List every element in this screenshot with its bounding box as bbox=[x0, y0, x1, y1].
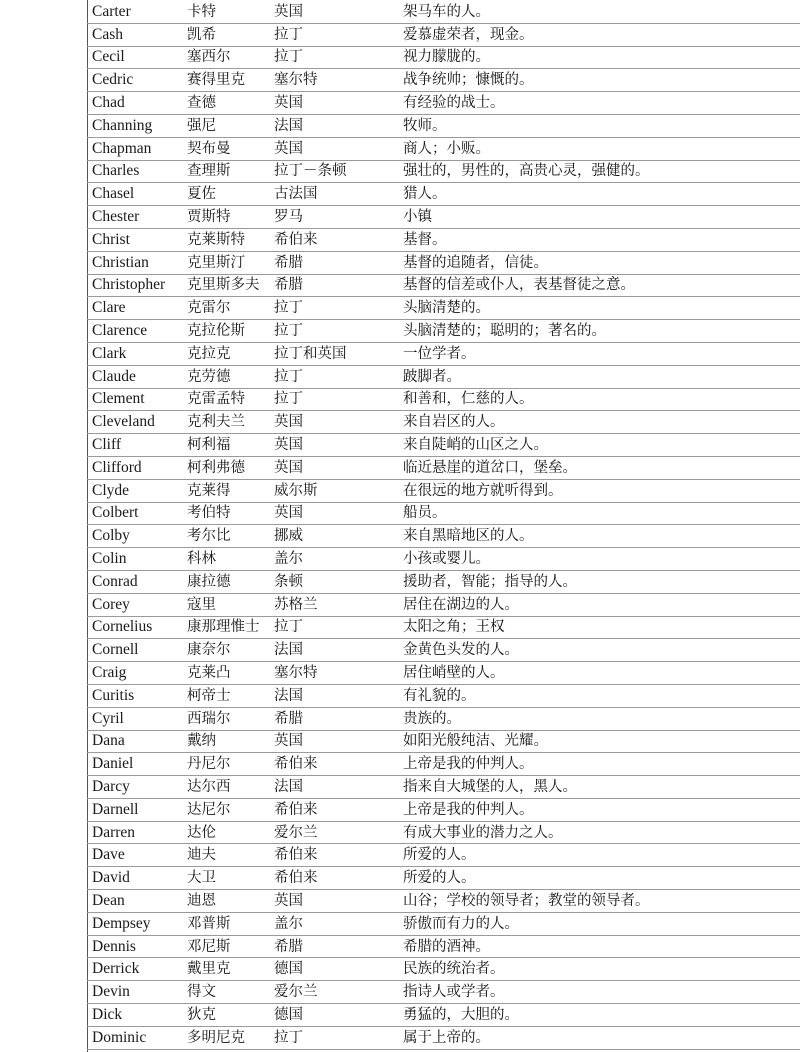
origin-cell: 塞尔特 bbox=[269, 69, 398, 92]
meaning-cell: 有成大事业的潜力之人。 bbox=[398, 821, 800, 844]
english-name-cell: David bbox=[87, 867, 182, 890]
origin-cell: 拉丁 bbox=[269, 46, 398, 69]
chinese-name-cell: 达尔西 bbox=[182, 776, 269, 799]
meaning-cell: 指诗人或学者。 bbox=[398, 981, 800, 1004]
meaning-cell: 居住在湖边的人。 bbox=[398, 593, 800, 616]
meaning-cell: 视力朦胧的。 bbox=[398, 46, 800, 69]
meaning-cell: 指来自大城堡的人，黑人。 bbox=[398, 776, 800, 799]
table-row bbox=[87, 342, 800, 365]
meaning-cell: 基督的信差或仆人，表基督徒之意。 bbox=[398, 274, 800, 297]
table-row bbox=[87, 662, 800, 685]
chinese-name-cell: 克拉伦斯 bbox=[182, 320, 269, 343]
origin-cell: 塞尔特 bbox=[269, 662, 398, 685]
chinese-name-cell: 克劳德 bbox=[182, 365, 269, 388]
chinese-name-cell: 契布曼 bbox=[182, 137, 269, 160]
table-row bbox=[87, 798, 800, 821]
chinese-name-cell: 强尼 bbox=[182, 114, 269, 137]
meaning-cell: 架马车的人。 bbox=[398, 1, 800, 23]
chinese-name-cell: 迪夫 bbox=[182, 844, 269, 867]
chinese-name-cell: 康那理惟士 bbox=[182, 616, 269, 639]
table-row bbox=[87, 821, 800, 844]
origin-cell: 苏格兰 bbox=[269, 593, 398, 616]
meaning-cell: 头脑清楚的。 bbox=[398, 297, 800, 320]
chinese-name-cell: 科林 bbox=[182, 548, 269, 571]
chinese-name-cell: 凯希 bbox=[182, 23, 269, 46]
english-name-cell: Claude bbox=[87, 365, 182, 388]
meaning-cell: 民族的统治者。 bbox=[398, 958, 800, 981]
name-table bbox=[87, 1, 800, 1050]
english-name-cell: Chester bbox=[87, 206, 182, 229]
origin-cell: 希伯来 bbox=[269, 228, 398, 251]
chinese-name-cell: 迪恩 bbox=[182, 890, 269, 913]
english-name-cell: Curitis bbox=[87, 684, 182, 707]
chinese-name-cell: 夏佐 bbox=[182, 183, 269, 206]
table-row bbox=[87, 890, 800, 913]
meaning-cell: 基督的追随者，信徒。 bbox=[398, 251, 800, 274]
table-row bbox=[87, 411, 800, 434]
english-name-cell: Colby bbox=[87, 525, 182, 548]
table-row bbox=[87, 912, 800, 935]
origin-cell: 英国 bbox=[269, 434, 398, 457]
table-row bbox=[87, 251, 800, 274]
meaning-cell: 小镇 bbox=[398, 206, 800, 229]
english-name-cell: Christ bbox=[87, 228, 182, 251]
chinese-name-cell: 丹尼尔 bbox=[182, 753, 269, 776]
table-row bbox=[87, 502, 800, 525]
meaning-cell: 山谷；学校的领导者；教堂的领导者。 bbox=[398, 890, 800, 913]
meaning-cell: 居住峭壁的人。 bbox=[398, 662, 800, 685]
origin-cell: 法国 bbox=[269, 684, 398, 707]
chinese-name-cell: 柯利弗德 bbox=[182, 456, 269, 479]
origin-cell: 拉丁 bbox=[269, 23, 398, 46]
meaning-cell: 来自黑暗地区的人。 bbox=[398, 525, 800, 548]
chinese-name-cell: 赛得里克 bbox=[182, 69, 269, 92]
chinese-name-cell: 柯利福 bbox=[182, 434, 269, 457]
chinese-name-cell: 克莱凸 bbox=[182, 662, 269, 685]
table-row bbox=[87, 548, 800, 571]
origin-cell: 拉丁 bbox=[269, 320, 398, 343]
table-row bbox=[87, 730, 800, 753]
origin-cell: 法国 bbox=[269, 114, 398, 137]
chinese-name-cell: 康奈尔 bbox=[182, 639, 269, 662]
chinese-name-cell: 克雷孟特 bbox=[182, 388, 269, 411]
chinese-name-cell: 克里斯多夫 bbox=[182, 274, 269, 297]
origin-cell: 法国 bbox=[269, 639, 398, 662]
chinese-name-cell: 查理斯 bbox=[182, 160, 269, 183]
chinese-name-cell: 考尔比 bbox=[182, 525, 269, 548]
chinese-name-cell: 克雷尔 bbox=[182, 297, 269, 320]
english-name-cell: Charles bbox=[87, 160, 182, 183]
meaning-cell: 爱慕虚荣者，现金。 bbox=[398, 23, 800, 46]
table-row bbox=[87, 867, 800, 890]
table-row bbox=[87, 707, 800, 730]
origin-cell: 英国 bbox=[269, 92, 398, 115]
table-row bbox=[87, 1004, 800, 1027]
english-name-cell: Christopher bbox=[87, 274, 182, 297]
meaning-cell: 临近悬崖的道岔口，堡垒。 bbox=[398, 456, 800, 479]
english-name-cell: Clare bbox=[87, 297, 182, 320]
meaning-cell: 骄傲而有力的人。 bbox=[398, 912, 800, 935]
origin-cell: 拉丁 bbox=[269, 616, 398, 639]
origin-cell: 希腊 bbox=[269, 707, 398, 730]
origin-cell: 德国 bbox=[269, 1004, 398, 1027]
table-row bbox=[87, 1026, 800, 1049]
meaning-cell: 战争统帅；慷慨的。 bbox=[398, 69, 800, 92]
chinese-name-cell: 考伯特 bbox=[182, 502, 269, 525]
table-row bbox=[87, 434, 800, 457]
english-name-cell: Darcy bbox=[87, 776, 182, 799]
chinese-name-cell: 查德 bbox=[182, 92, 269, 115]
english-name-cell: Chad bbox=[87, 92, 182, 115]
english-name-cell: Derrick bbox=[87, 958, 182, 981]
table-row bbox=[87, 570, 800, 593]
chinese-name-cell: 达伦 bbox=[182, 821, 269, 844]
table-row bbox=[87, 844, 800, 867]
english-name-cell: Cyril bbox=[87, 707, 182, 730]
meaning-cell: 牧师。 bbox=[398, 114, 800, 137]
english-name-cell: Dick bbox=[87, 1004, 182, 1027]
english-name-cell: Corey bbox=[87, 593, 182, 616]
origin-cell: 希腊 bbox=[269, 251, 398, 274]
table-row bbox=[87, 137, 800, 160]
english-name-cell: Clifford bbox=[87, 456, 182, 479]
chinese-name-cell: 柯帝士 bbox=[182, 684, 269, 707]
origin-cell: 拉丁和英国 bbox=[269, 342, 398, 365]
meaning-cell: 如阳光般纯洁、光耀。 bbox=[398, 730, 800, 753]
meaning-cell: 上帝是我的仲判人。 bbox=[398, 798, 800, 821]
origin-cell: 盖尔 bbox=[269, 912, 398, 935]
meaning-cell: 小孩或婴儿。 bbox=[398, 548, 800, 571]
english-name-cell: Dominic bbox=[87, 1026, 182, 1049]
origin-cell: 条顿 bbox=[269, 570, 398, 593]
chinese-name-cell: 贾斯特 bbox=[182, 206, 269, 229]
table-row bbox=[87, 365, 800, 388]
chinese-name-cell: 克利夫兰 bbox=[182, 411, 269, 434]
english-name-cell: Colin bbox=[87, 548, 182, 571]
meaning-cell: 有礼貌的。 bbox=[398, 684, 800, 707]
chinese-name-cell: 戴里克 bbox=[182, 958, 269, 981]
chinese-name-cell: 卡特 bbox=[182, 1, 269, 23]
meaning-cell: 猎人。 bbox=[398, 183, 800, 206]
english-name-cell: Conrad bbox=[87, 570, 182, 593]
table-row bbox=[87, 297, 800, 320]
english-name-cell: Cash bbox=[87, 23, 182, 46]
english-name-cell: Cedric bbox=[87, 69, 182, 92]
chinese-name-cell: 戴纳 bbox=[182, 730, 269, 753]
table-row bbox=[87, 456, 800, 479]
table-row bbox=[87, 228, 800, 251]
english-name-cell: Clyde bbox=[87, 479, 182, 502]
meaning-cell: 来自岩区的人。 bbox=[398, 411, 800, 434]
meaning-cell: 上帝是我的仲判人。 bbox=[398, 753, 800, 776]
origin-cell: 英国 bbox=[269, 730, 398, 753]
chinese-name-cell: 克里斯汀 bbox=[182, 251, 269, 274]
origin-cell: 希伯来 bbox=[269, 798, 398, 821]
chinese-name-cell: 克莱斯特 bbox=[182, 228, 269, 251]
table-row bbox=[87, 206, 800, 229]
english-name-cell: Clarence bbox=[87, 320, 182, 343]
table-row bbox=[87, 479, 800, 502]
english-name-cell: Daniel bbox=[87, 753, 182, 776]
origin-cell: 英国 bbox=[269, 1, 398, 23]
english-name-cell: Dave bbox=[87, 844, 182, 867]
chinese-name-cell: 西瑞尔 bbox=[182, 707, 269, 730]
chinese-name-cell: 塞西尔 bbox=[182, 46, 269, 69]
origin-cell: 希伯来 bbox=[269, 753, 398, 776]
table-row bbox=[87, 92, 800, 115]
meaning-cell: 头脑清楚的；聪明的；著名的。 bbox=[398, 320, 800, 343]
meaning-cell: 所爱的人。 bbox=[398, 844, 800, 867]
origin-cell: 挪威 bbox=[269, 525, 398, 548]
english-name-cell: Chasel bbox=[87, 183, 182, 206]
table-row bbox=[87, 183, 800, 206]
table-row bbox=[87, 981, 800, 1004]
table-row bbox=[87, 525, 800, 548]
table-row bbox=[87, 684, 800, 707]
table-row bbox=[87, 23, 800, 46]
origin-cell: 希腊 bbox=[269, 274, 398, 297]
origin-cell: 古法国 bbox=[269, 183, 398, 206]
meaning-cell: 属于上帝的。 bbox=[398, 1026, 800, 1049]
meaning-cell: 金黄色头发的人。 bbox=[398, 639, 800, 662]
meaning-cell: 在很远的地方就听得到。 bbox=[398, 479, 800, 502]
meaning-cell: 商人；小贩。 bbox=[398, 137, 800, 160]
table-row bbox=[87, 1, 800, 23]
english-name-cell: Carter bbox=[87, 1, 182, 23]
english-name-cell: Colbert bbox=[87, 502, 182, 525]
origin-cell: 爱尔兰 bbox=[269, 821, 398, 844]
english-name-cell: Chapman bbox=[87, 137, 182, 160]
english-name-cell: Cliff bbox=[87, 434, 182, 457]
table-row bbox=[87, 46, 800, 69]
meaning-cell: 勇猛的，大胆的。 bbox=[398, 1004, 800, 1027]
table-row bbox=[87, 593, 800, 616]
english-name-cell: Dana bbox=[87, 730, 182, 753]
english-name-cell: Darren bbox=[87, 821, 182, 844]
meaning-cell: 一位学者。 bbox=[398, 342, 800, 365]
english-name-cell: Darnell bbox=[87, 798, 182, 821]
english-name-cell: Dean bbox=[87, 890, 182, 913]
origin-cell: 英国 bbox=[269, 456, 398, 479]
english-name-cell: Dennis bbox=[87, 935, 182, 958]
english-name-cell: Devin bbox=[87, 981, 182, 1004]
origin-cell: 拉丁 bbox=[269, 1026, 398, 1049]
english-name-cell: Channing bbox=[87, 114, 182, 137]
meaning-cell: 强壮的，男性的，高贵心灵，强健的。 bbox=[398, 160, 800, 183]
table-row bbox=[87, 274, 800, 297]
meaning-cell: 援助者，智能；指导的人。 bbox=[398, 570, 800, 593]
english-name-cell: Cleveland bbox=[87, 411, 182, 434]
meaning-cell: 太阳之角；王权 bbox=[398, 616, 800, 639]
origin-cell: 英国 bbox=[269, 502, 398, 525]
origin-cell: 英国 bbox=[269, 137, 398, 160]
origin-cell: 德国 bbox=[269, 958, 398, 981]
chinese-name-cell: 邓普斯 bbox=[182, 912, 269, 935]
origin-cell: 希伯来 bbox=[269, 867, 398, 890]
origin-cell: 法国 bbox=[269, 776, 398, 799]
chinese-name-cell: 多明尼克 bbox=[182, 1026, 269, 1049]
origin-cell: 英国 bbox=[269, 890, 398, 913]
chinese-name-cell: 康拉德 bbox=[182, 570, 269, 593]
english-name-cell: Cornell bbox=[87, 639, 182, 662]
table-row bbox=[87, 616, 800, 639]
table-row bbox=[87, 160, 800, 183]
table-row bbox=[87, 753, 800, 776]
origin-cell: 爱尔兰 bbox=[269, 981, 398, 1004]
table-row bbox=[87, 114, 800, 137]
origin-cell: 拉丁 bbox=[269, 365, 398, 388]
origin-cell: 英国 bbox=[269, 411, 398, 434]
table-row bbox=[87, 388, 800, 411]
meaning-cell: 贵族的。 bbox=[398, 707, 800, 730]
chinese-name-cell: 邓尼斯 bbox=[182, 935, 269, 958]
meaning-cell: 来自陡峭的山区之人。 bbox=[398, 434, 800, 457]
english-name-cell: Cecil bbox=[87, 46, 182, 69]
english-name-cell: Christian bbox=[87, 251, 182, 274]
origin-cell: 拉丁 bbox=[269, 388, 398, 411]
origin-cell: 拉丁－条顿 bbox=[269, 160, 398, 183]
english-name-cell: Dempsey bbox=[87, 912, 182, 935]
meaning-cell: 所爱的人。 bbox=[398, 867, 800, 890]
table-row bbox=[87, 958, 800, 981]
table-row bbox=[87, 69, 800, 92]
meaning-cell: 基督。 bbox=[398, 228, 800, 251]
meaning-cell: 跛脚者。 bbox=[398, 365, 800, 388]
chinese-name-cell: 克拉克 bbox=[182, 342, 269, 365]
table-row bbox=[87, 639, 800, 662]
english-name-cell: Cornelius bbox=[87, 616, 182, 639]
meaning-cell: 有经验的战士。 bbox=[398, 92, 800, 115]
chinese-name-cell: 狄克 bbox=[182, 1004, 269, 1027]
chinese-name-cell: 克莱得 bbox=[182, 479, 269, 502]
origin-cell: 威尔斯 bbox=[269, 479, 398, 502]
origin-cell: 希腊 bbox=[269, 935, 398, 958]
meaning-cell: 希腊的酒神。 bbox=[398, 935, 800, 958]
chinese-name-cell: 寇里 bbox=[182, 593, 269, 616]
english-name-cell: Clement bbox=[87, 388, 182, 411]
table-row bbox=[87, 776, 800, 799]
chinese-name-cell: 得文 bbox=[182, 981, 269, 1004]
chinese-name-cell: 大卫 bbox=[182, 867, 269, 890]
name-table-body bbox=[87, 1, 800, 1049]
meaning-cell: 和善和，仁慈的人。 bbox=[398, 388, 800, 411]
origin-cell: 希伯来 bbox=[269, 844, 398, 867]
meaning-cell: 船员。 bbox=[398, 502, 800, 525]
table-row bbox=[87, 320, 800, 343]
table-row bbox=[87, 935, 800, 958]
english-name-cell: Craig bbox=[87, 662, 182, 685]
chinese-name-cell: 达尼尔 bbox=[182, 798, 269, 821]
origin-cell: 盖尔 bbox=[269, 548, 398, 571]
origin-cell: 罗马 bbox=[269, 206, 398, 229]
english-name-cell: Clark bbox=[87, 342, 182, 365]
origin-cell: 拉丁 bbox=[269, 297, 398, 320]
